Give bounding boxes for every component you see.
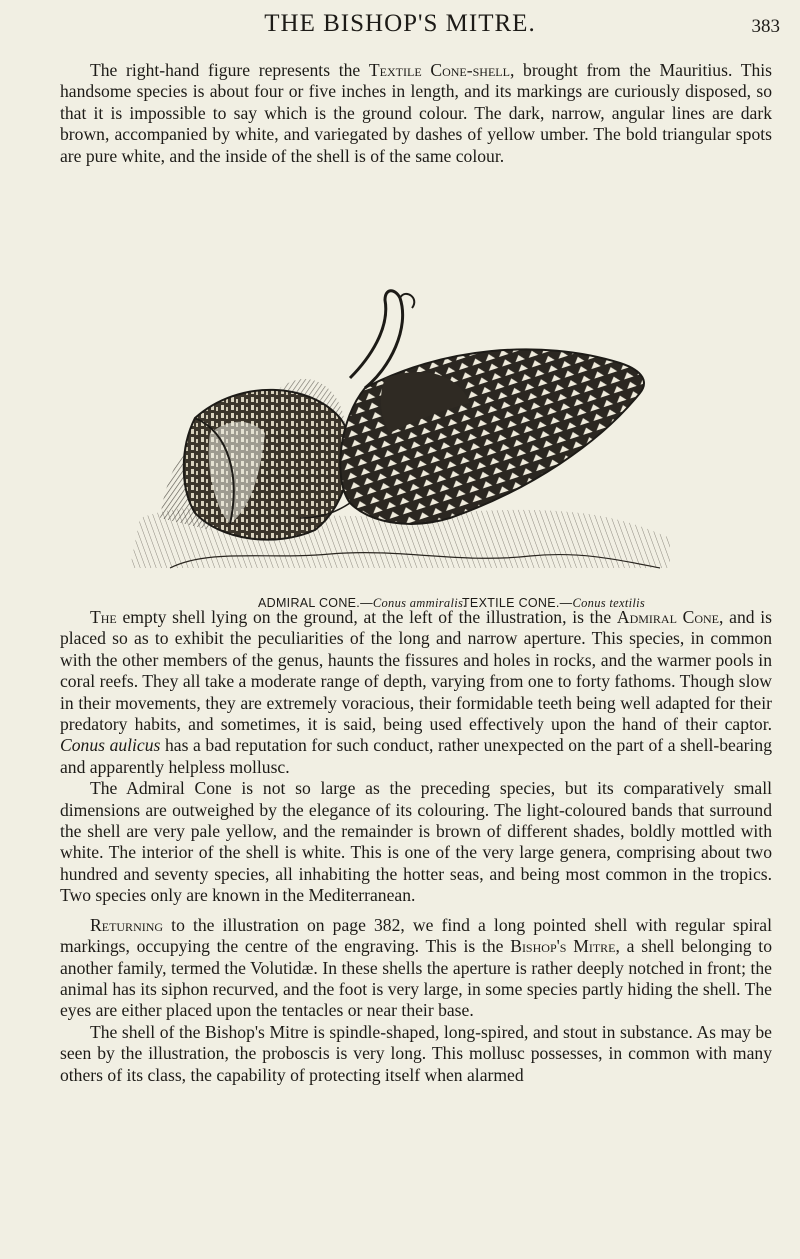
paragraph-text: , and is placed so as to exhibit the peculiarities of the long and narrow aperture. This species, in common with the other members of the genus, haunts the fissures and holes in rocks, and the warmer pools in coral reefs. They all take a moderate range of depth, varying from one to forty fathoms. Though slow in their movements, they are extremely voracious, their formidable teeth being well adapted for their predatory habits, and sometimes, it is said, being used effectively upon the hand of their captor. [60,607,772,735]
species-latin-name: Conus aulicus [60,735,161,756]
paragraph-bishops-mitre [60,915,772,1022]
paragraph-text: , brought from the Mauritius. This handsome species is about four or five inches in length, and its markings are curiously disposed, so that it is impossible to say which is the ground colour. The dark, narrow, angular lines are dark brown, accompanied by white, and variegated by dashes of yellow umber. The bold triangular spots are pure white, and the inside of the shell is of the same colour. [60,60,772,166]
admiral-cone-shell [184,390,350,540]
paragraph-text: to the illustration on page 382, we find a long pointed shell with regular spiral markings, occupying the centre of the engraving. This is the [60,914,772,957]
paragraph-text: The right-hand figure represents the [90,60,369,80]
paragraph-admiral-cone [60,607,772,778]
paragraph-text: , a shell belonging to another family, termed the Volutidæ. In these shells the aperture is rather deeply notched in front; the animal has its siphon recurved, and the foot is very large, in some species partly hiding the shell. The eyes are either placed upon the tentacles or near their base. [60,936,772,1021]
shell-engraving [100,268,680,580]
paragraph-lead-word: The [90,607,117,627]
caption-latin-name: Conus textilis [572,596,646,610]
intro-paragraph [60,60,772,167]
caption-latin-name: Conus ammiralis. [372,596,467,610]
paragraph-text: empty shell lying on the ground, at the left of the illustration, is the [116,607,617,627]
species-term: Bishop's Mitre [510,936,616,957]
textile-cone-shell [300,291,644,524]
paragraph-mitre-shell: The shell of the Bishop's Mitre is spindle-shaped, long-spired, and stout in substance. As may be seen by the illustration, the proboscis is very long. This mollusc possesses, in common with many others of its class, the capability of protecting itself when alarmed [60,1021,772,1085]
page-header [0,6,800,46]
species-term: Textile Cone-shell [368,60,510,80]
caption-common-name: TEXTILE CONE.— [462,596,573,610]
page-number: 383 [751,16,780,37]
caption-common-name: ADMIRAL CONE.— [258,596,373,610]
paragraph-text: has a bad reputation for such conduct, rather unexpected on the part of a shell-bearing and apparently helpless mollusc. [60,735,772,777]
paragraph [60,60,772,167]
paragraph-lead-word: Returning [90,914,164,935]
running-title: THE BISHOP'S MITRE. [264,10,536,37]
body-text [60,607,772,1086]
paragraph-admiral-colouring: The Admiral Cone is not so large as the preceding species, but its comparatively small dimensions are outweighed by the elegance of its colouring. The light-coloured bands that surround the shell are very pale yellow, and the remainder is brown of different shades, boldly mottled with white. The interior of the shell is white. This is one of the very large genera, comprising about two hundred and seventy species, all inhabiting the hotter seas, and being most common in the tropics. Two species only are known in the Mediterranean. [60,778,772,906]
species-term: Admiral Cone [616,607,720,627]
